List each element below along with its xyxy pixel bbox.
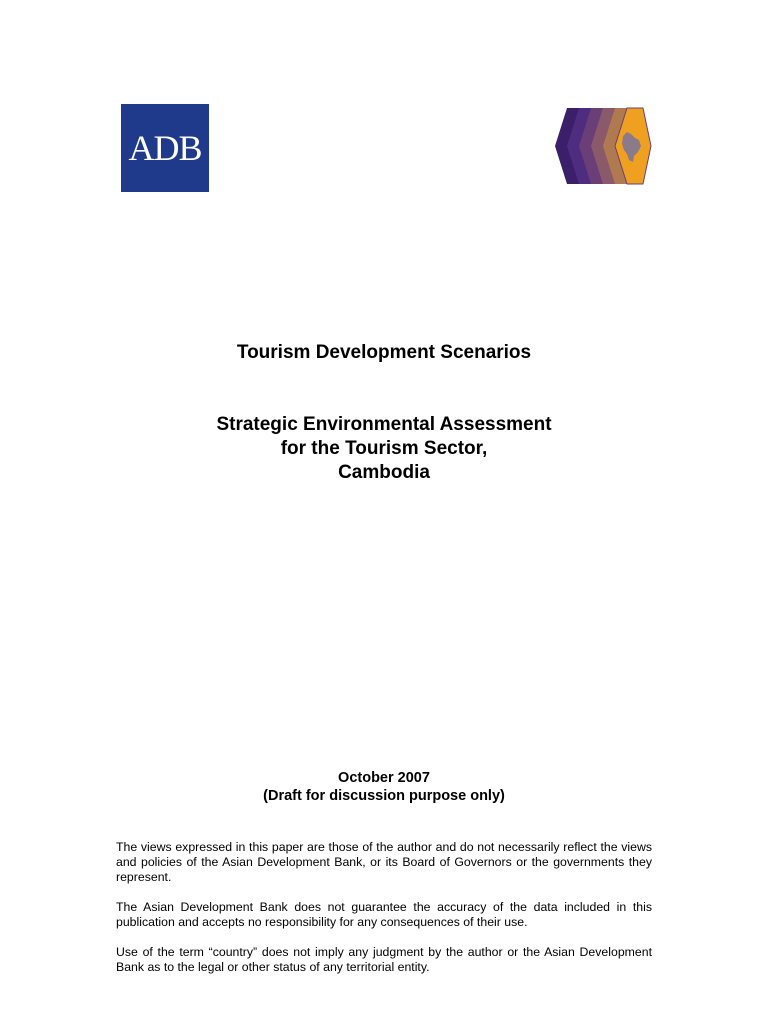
adb-logo (121, 104, 209, 192)
adb-logo-text: ADB (128, 128, 202, 168)
subtitle-line: Strategic Environmental Assessment (216, 414, 552, 435)
disclaimer-paragraph: The Asian Development Bank does not guarantee the accuracy of the data included in this publication and accepts no responsibility for any consequences of their use. (116, 900, 652, 929)
document-title: Tourism Development Scenarios (236, 342, 532, 363)
draft-note: (Draft for discussion purpose only) (263, 788, 505, 804)
subtitle-line: for the Tourism Sector, (280, 438, 488, 459)
document-date: October 2007 (338, 770, 430, 786)
disclaimer-paragraph: Use of the term “country” does not imply any judgment by the author or the Asian Development Bank as to the legal or other status of any territorial entity. (116, 945, 652, 974)
hexagon-stack-logo-icon (553, 106, 653, 186)
document-subtitle (0, 413, 768, 485)
subtitle-line: Cambodia (338, 462, 430, 483)
disclaimer-paragraph: The views expressed in this paper are those of the author and do not necessarily reflect the views and policies of the Asian Development Bank, or its Board of Governors or the governments they represent. (116, 840, 652, 884)
disclaimer-section (116, 840, 652, 990)
date-block (0, 769, 768, 805)
